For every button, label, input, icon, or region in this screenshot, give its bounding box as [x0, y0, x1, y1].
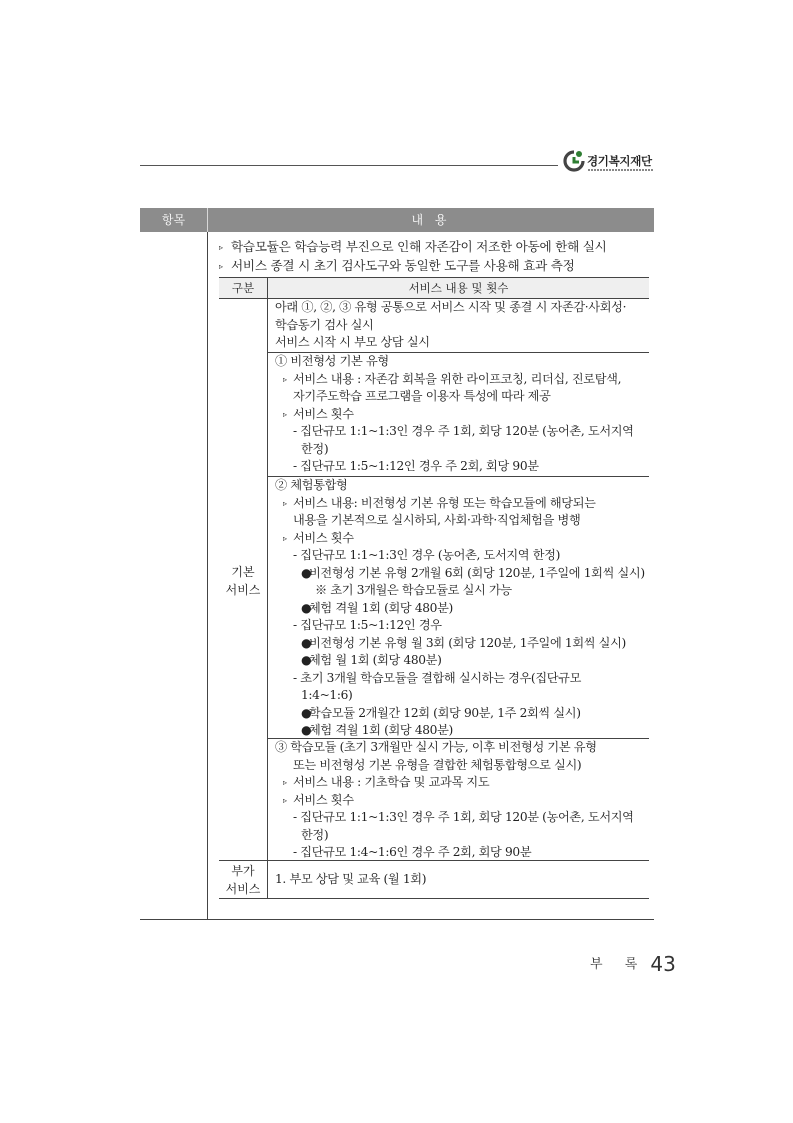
triangle-bullet-icon: ▹: [283, 795, 287, 805]
type3-block: ③ 학습모듈 (초기 3개월만 실시 가능, 이후 비전형성 기본 유형 또는 비전형성 기본 유형을 결합한 체험통합형으로 실시) ▹ 서비스 내용 : 기초학습 및 교과목 지도 ▹ 서비스 횟수 - 집단규모 1:1~1:3인 경우 주 1회, 회당 120분 (농어촌, 도서지역 한정) - 집단규모 1:4~1:6인 경우 주 2회, 회당 90분: [275, 740, 634, 859]
dot-bullet-icon: ●: [301, 635, 312, 650]
page-number: 43: [650, 952, 676, 976]
service-table-header: [219, 277, 649, 299]
foundation-logo-icon: [562, 149, 586, 173]
dot-bullet-icon: ●: [301, 565, 312, 580]
header-rule: [140, 165, 558, 166]
type2-block: ② 체험통합형 ▹ 서비스 내용: 비전형성 기본 유형 또는 학습모듈에 해당되는 내용을 기본적으로 실시하되, 사회·과학·직업체험을 병행 ▹ 서비스 횟수 - 집단규모 1:1~1:3인 경우 (농어촌, 도서지역 한정) ●비전형성 기본 유형 2개월 6회 (회당 120분, 1주일에 1회씩 실시) ※ 초기 3개월은 학습모듈로 실시 가능 ●체험 격월 1회 (회당 480분) - 집단규모 1:5~1:12인 경우 ●비전형성 기본 유형 월 3회 (회당 120분, 1주일에 1회씩 실시) ●체험 월 1회 (회당 480분) - 초기 3개월 학습모듈을 결합해 실시하는 경우(집단규모 1:4~1:6) ●학습모듈 2개월간 12회 (회당 90분, 1주 2회씩 실시) ●체험 격월 1회 (회당 480분): [275, 477, 647, 740]
table-header: [140, 208, 654, 232]
page-footer: [590, 952, 676, 976]
extra-service-content: 1. 부모 상담 및 교육 (월 1회): [275, 872, 427, 886]
intro-notes: [219, 238, 607, 276]
triangle-bullet-icon: ▹: [283, 374, 287, 384]
section-divider: [219, 860, 649, 861]
appendix-label: 부 록: [590, 957, 647, 972]
triangle-bullet-icon: ▹: [283, 533, 287, 543]
triangle-bullet-icon: ▹: [219, 243, 223, 252]
common-block: 아래 ①, ②, ③ 유형 공통으로 서비스 시작 및 종결 시 자존감·사회성· 학습동기 검사 실시 서비스 시작 시 부모 상담 실시: [275, 300, 627, 349]
triangle-bullet-icon: ▹: [219, 262, 223, 271]
service-table-column-divider: [267, 299, 268, 899]
logo: [562, 148, 662, 178]
logo-text: 경기복지재단: [587, 154, 652, 168]
intro-line: ▹ 학습모듈은 학습능력 부진으로 인해 자존감이 저조한 아동에 한해 실시: [219, 238, 607, 257]
logo-subtitle-line: [588, 169, 654, 171]
table-bottom-rule: [140, 919, 654, 920]
service-table-header-content: 서비스 내용 및 횟수: [408, 281, 509, 295]
extra-service-label: 부가 서비스: [225, 864, 261, 896]
type1-block: ① 비전형성 기본 유형 ▹ 서비스 내용 : 자존감 회복을 위한 라이프코칭, 리더십, 진로탐색, 자기주도학습 프로그램을 이용자 특성에 따라 제공 ▹ 서비스 횟수 - 집단규모 1:1~1:3인 경우 주 1회, 회당 120분 (농어촌, 도서지역 한정) - 집단규모 1:5~1:12인 경우 주 2회, 회당 90분: [275, 354, 634, 473]
triangle-bullet-icon: ▹: [283, 778, 287, 787]
dot-bullet-icon: ●: [301, 600, 312, 615]
table-header-content: 내 용: [411, 213, 451, 227]
dot-bullet-icon: ●: [301, 705, 312, 720]
triangle-bullet-icon: ▹: [283, 409, 287, 419]
dot-bullet-icon: ●: [301, 723, 312, 737]
intro-line: ▹ 서비스 종결 시 초기 검사도구와 동일한 도구를 사용해 효과 측정: [219, 257, 607, 276]
basic-service-label: 기본 서비스: [225, 565, 261, 597]
service-table-header-category: 구분: [231, 281, 255, 295]
triangle-bullet-icon: ▹: [283, 498, 287, 508]
dot-bullet-icon: ●: [301, 653, 312, 667]
service-table-bottom-rule: [219, 898, 649, 899]
table-column-divider: [207, 232, 208, 920]
table-header-item: 항목: [161, 213, 186, 227]
